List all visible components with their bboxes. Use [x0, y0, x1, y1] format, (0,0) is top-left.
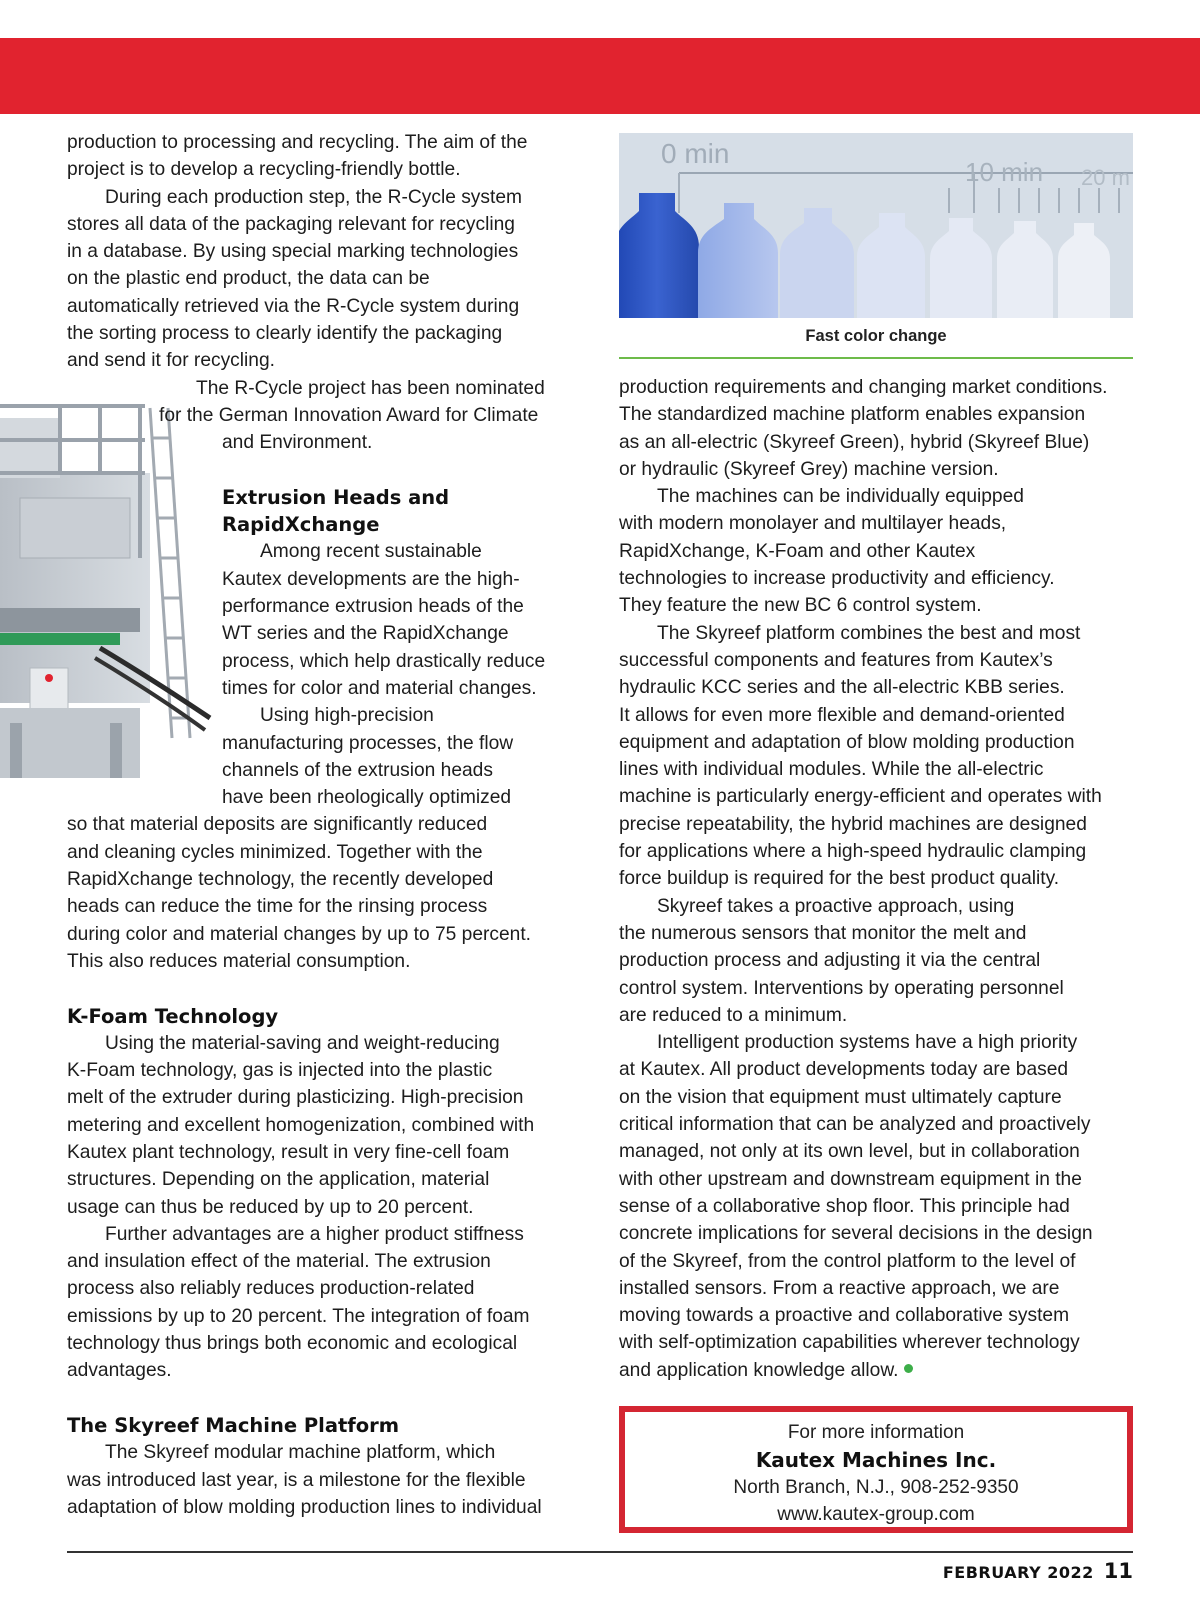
line-text: the numerous sensors that monitor the melt and [619, 922, 1027, 944]
line-text: was introduced last year, is a milestone for the flexible [67, 1469, 526, 1491]
line-text: hydraulic KCC series and the all-electric KBB series. [619, 677, 1065, 699]
text-line [619, 401, 1139, 428]
text-line [67, 1030, 587, 1057]
line-text: process, which help drastically reduce [222, 650, 546, 672]
issue-date: FEBRUARY 2022 [942, 1563, 1094, 1582]
line-text: automatically retrieved via the R-Cycle system during [67, 295, 520, 317]
text-line [67, 648, 587, 675]
line-text: on the plastic end product, the data can be [67, 268, 430, 290]
text-line [67, 566, 587, 593]
text-line [67, 1112, 587, 1139]
line-text: emissions by up to 20 percent. The integration of foam [67, 1305, 530, 1327]
text-line [67, 1166, 587, 1193]
text-line [67, 156, 587, 183]
text-line [67, 402, 587, 429]
line-text: are reduced to a minimum. [619, 1004, 848, 1026]
text-line [619, 1111, 1139, 1138]
text-line [619, 947, 1139, 974]
text-line [67, 620, 587, 647]
text-line [619, 1275, 1139, 1302]
line-text: during color and material changes by up to 75 percent. [67, 923, 531, 945]
footer-divider [67, 1551, 1133, 1553]
line-text: with other upstream and downstream equipment in the [619, 1168, 1082, 1190]
text-line [619, 783, 1139, 810]
line-text: melt of the extruder during plasticizing. High-precision [67, 1087, 524, 1109]
text-line [619, 1248, 1139, 1275]
text-line [67, 921, 587, 948]
line-text: have been rheologically optimized [222, 787, 512, 809]
text-line [619, 456, 1139, 483]
text-line [67, 784, 587, 811]
caption-divider [619, 357, 1133, 359]
line-text: or hydraulic (Skyreef Grey) machine version. [619, 458, 999, 480]
line-text: so that material deposits are significantly reduced [67, 814, 488, 836]
line-text: production process and adjusting it via the central [619, 950, 1041, 972]
line-text: Using high-precision [260, 705, 434, 727]
text-line [67, 730, 587, 757]
line-text: technology thus brings both economic and ecological [67, 1333, 518, 1355]
line-text: as an all-electric (Skyreef Green), hybrid (Skyreef Blue) [619, 431, 1090, 453]
line-text: lines with individual modules. While the all-electric [619, 759, 1044, 781]
text-line [67, 1357, 587, 1384]
line-text: It allows for even more flexible and demand-oriented [619, 704, 1065, 726]
text-line [67, 893, 587, 920]
line-text: K-Foam technology, gas is injected into the plastic [67, 1060, 493, 1082]
line-text: production requirements and changing market conditions. [619, 377, 1108, 398]
line-text: and application knowledge allow. [619, 1359, 899, 1381]
text-line [67, 320, 587, 347]
header-color-band [0, 38, 1200, 114]
text-line [619, 1302, 1139, 1329]
line-text: production to processing and recycling. The aim of the [67, 132, 528, 153]
text-line [67, 1139, 587, 1166]
line-text: The R-Cycle project has been nominated [196, 377, 545, 399]
text-line [619, 592, 1139, 619]
right-article-column [619, 374, 1139, 1384]
kfoam-paragraphs [67, 1030, 587, 1385]
line-text: heads can reduce the time for the rinsing process [67, 896, 488, 918]
photo-caption: Fast color change [805, 327, 947, 345]
line-text: of the Skyreef, from the control platform to the level of [619, 1250, 1076, 1272]
text-line [67, 265, 587, 292]
page-number: 11 [1103, 1559, 1133, 1583]
line-text: Kautex plant technology, result in very fine-cell foam [67, 1141, 510, 1163]
line-text: performance extrusion heads of the [222, 596, 524, 618]
line-text: technologies to increase productivity and efficiency. [619, 568, 1055, 590]
text-line [619, 620, 1139, 647]
text-line [67, 1084, 587, 1111]
line-text: Among recent sustainable [260, 541, 482, 563]
line-text: critical information that can be analyzed and proactively [619, 1114, 1091, 1136]
line-text: sense of a collaborative shop floor. This principle had [619, 1195, 1070, 1217]
text-line [619, 811, 1139, 838]
wrapped-text-around-image [67, 375, 587, 812]
text-line [67, 1194, 587, 1221]
text-line [67, 457, 587, 484]
text-line [619, 1029, 1139, 1056]
text-line [619, 1084, 1139, 1111]
line-text: The standardized machine platform enables expansion [619, 404, 1086, 426]
text-line [619, 538, 1139, 565]
text-line [67, 757, 587, 784]
line-text: Intelligent production systems have a high priority [657, 1032, 1078, 1054]
text-line [67, 347, 587, 374]
left-intro-paragraphs [67, 129, 587, 375]
text-line [67, 375, 587, 402]
scale-label-20: 20 m [1081, 165, 1130, 190]
text-line [619, 920, 1139, 947]
company-website-link[interactable]: www.kautex-group.com [777, 1504, 975, 1525]
text-line [67, 184, 587, 211]
end-of-article-icon [904, 1364, 913, 1373]
line-text: project is to develop a recycling-friendly bottle. [67, 159, 461, 181]
text-line [619, 756, 1139, 783]
line-text: in a database. By using special marking technologies [67, 241, 519, 263]
text-line [67, 129, 587, 156]
scale-label-0: 0 min [661, 138, 730, 169]
text-line [67, 675, 587, 702]
text-line [619, 729, 1139, 756]
blank-line [67, 1385, 587, 1412]
text-line [619, 647, 1139, 674]
text-line [619, 674, 1139, 701]
line-text: equipment and adaptation of blow molding production [619, 731, 1075, 753]
line-text: usage can thus be reduced by up to 20 percent. [67, 1196, 474, 1218]
line-text: They feature the new BC 6 control system. [619, 595, 982, 617]
line-text: adaptation of blow molding production lines to individual [67, 1496, 542, 1518]
line-text: advantages. [67, 1360, 172, 1382]
line-text: and send it for recycling. [67, 350, 275, 372]
line-text: and cleaning cycles minimized. Together with the [67, 841, 483, 863]
info-box-intro: For more information [787, 1422, 965, 1443]
text-line [619, 1166, 1139, 1193]
line-text: on the vision that equipment must ultimately capture [619, 1086, 1062, 1108]
text-line [619, 429, 1139, 456]
line-text: This also reduces material consumption. [67, 950, 411, 972]
more-information-box [619, 1406, 1133, 1533]
text-line [619, 838, 1139, 865]
line-text: machine is particularly energy-efficient and operates with [619, 786, 1102, 808]
heading-line [67, 484, 587, 511]
text-line [619, 374, 1139, 401]
text-line [67, 593, 587, 620]
line-text: RapidXchange, K-Foam and other Kautex [619, 540, 976, 562]
line-text: successful components and features from Kautex’s [619, 649, 1053, 671]
line-text: force buildup is required for the best product quality. [619, 868, 1060, 890]
text-line [67, 1303, 587, 1330]
company-name: Kautex Machines Inc. [755, 1448, 997, 1472]
line-text: Further advantages are a higher product stiffness [105, 1223, 524, 1245]
extrusion-heads-continuation [67, 811, 587, 975]
page-footer [943, 1559, 1133, 1583]
line-text: process also reliably reduces production-related [67, 1278, 475, 1300]
line-text: the sorting process to clearly identify the packaging [67, 323, 503, 345]
line-text: RapidXchange technology, the recently developed [67, 869, 494, 891]
text-line [67, 839, 587, 866]
text-line [67, 1467, 587, 1494]
text-line [619, 1138, 1139, 1165]
line-text: and insulation effect of the material. The extrusion [67, 1251, 491, 1273]
line-text: Skyreef takes a proactive approach, using [657, 895, 1015, 917]
text-line [67, 1439, 587, 1466]
text-line [67, 538, 587, 565]
text-line [67, 211, 587, 238]
line-text: for applications where a high-speed hydraulic clamping [619, 841, 1087, 863]
text-line [619, 1329, 1139, 1356]
line-text: metering and excellent homogenization, combined with [67, 1114, 535, 1136]
left-article-column [67, 129, 587, 1521]
line-text: with self-optimization capabilities wherever technology [619, 1332, 1080, 1354]
line-text: Extrusion Heads and [222, 485, 450, 509]
text-line [67, 1330, 587, 1357]
text-line [67, 1494, 587, 1521]
line-text: times for color and material changes. [222, 677, 537, 699]
text-line [67, 293, 587, 320]
skyreef-paragraph [67, 1439, 587, 1521]
line-text: installed sensors. From a reactive approach, we are [619, 1277, 1060, 1299]
line-text: for the German Innovation Award for Climate [159, 404, 539, 426]
text-line [619, 1193, 1139, 1220]
line-text: WT series and the RapidXchange [222, 623, 509, 645]
line-text: at Kautex. All product developments today are based [619, 1059, 1069, 1081]
line-text: RapidXchange [222, 513, 380, 537]
scale-label-10: 10 min [965, 157, 1044, 187]
text-line [619, 1056, 1139, 1083]
line-text: The Skyreef platform combines the best and most [657, 622, 1081, 644]
line-text: precise repeatability, the hybrid machines are designed [619, 813, 1087, 835]
line-text: structures. Depending on the application, material [67, 1169, 490, 1191]
text-line [619, 1002, 1139, 1029]
line-text: During each production step, the R-Cycle system [105, 186, 522, 208]
line-text: Using the material-saving and weight-reducing [105, 1032, 500, 1054]
text-line [619, 1220, 1139, 1247]
skyreef-section-heading: The Skyreef Machine Platform [67, 1413, 400, 1437]
text-line [67, 1221, 587, 1248]
line-text: control system. Interventions by operating personnel [619, 977, 1064, 999]
text-line [67, 1248, 587, 1275]
text-line [619, 565, 1139, 592]
text-line [67, 811, 587, 838]
heading-line [67, 511, 587, 538]
text-line [619, 865, 1139, 892]
text-line [619, 510, 1139, 537]
company-location-phone: North Branch, N.J., 908-252-9350 [733, 1477, 1019, 1498]
text-line [619, 893, 1139, 920]
text-line [67, 866, 587, 893]
blank-line [67, 975, 587, 1002]
right-column-paragraphs [619, 374, 1139, 1384]
text-line [67, 429, 587, 456]
line-text: The machines can be individually equipped [657, 486, 1024, 508]
line-text: with modern monolayer and multilayer heads, [619, 513, 1007, 535]
text-line [67, 1275, 587, 1302]
line-text: stores all data of the packaging relevant for recycling [67, 213, 515, 235]
line-text: manufacturing processes, the flow [222, 732, 514, 754]
line-text: Kautex developments are the high- [222, 568, 520, 590]
text-line [619, 975, 1139, 1002]
text-line [619, 483, 1139, 510]
line-text: and Environment. [222, 432, 373, 454]
text-line [619, 702, 1139, 729]
fast-color-change-photo [619, 133, 1133, 318]
text-line [67, 238, 587, 265]
line-text: channels of the extrusion heads [222, 759, 493, 781]
line-text: concrete implications for several decisions in the design [619, 1223, 1093, 1245]
kfoam-section-heading: K-Foam Technology [67, 1004, 279, 1028]
text-line [67, 702, 587, 729]
text-line [619, 1357, 1139, 1384]
line-text: managed, not only at its own level, but in collaboration [619, 1141, 1080, 1163]
text-line [67, 1057, 587, 1084]
line-text: The Skyreef modular machine platform, which [105, 1442, 496, 1464]
line-text: moving towards a proactive and collaborative system [619, 1305, 1070, 1327]
text-line [67, 948, 587, 975]
